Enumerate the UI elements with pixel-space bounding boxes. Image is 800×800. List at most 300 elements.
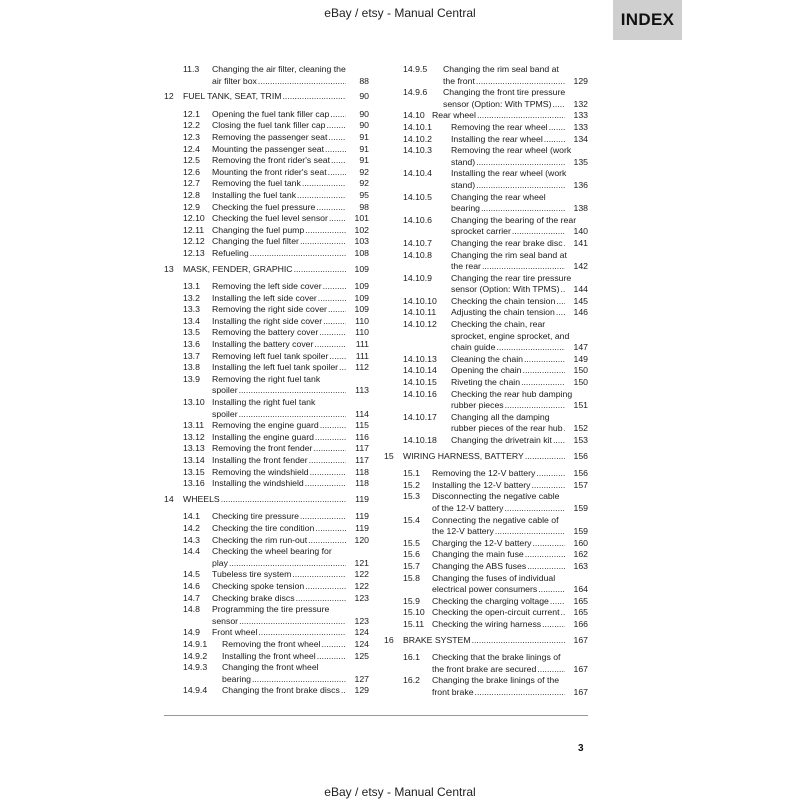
toc-entry-number: 13.5 <box>183 327 200 338</box>
watermark-top: eBay / etsy - Manual Central <box>324 6 476 20</box>
toc-entry-number: 15.7 <box>403 560 420 571</box>
toc-entry-title-line: Removing the left side cover <box>212 281 322 292</box>
toc-entry-title-line: BRAKE SYSTEM <box>403 634 471 645</box>
toc-entry-page: 167 <box>573 663 588 674</box>
toc-leader-dots <box>523 365 565 377</box>
toc-entry[interactable] <box>384 435 588 447</box>
toc-entry-title-line: Removing the right fuel tank <box>212 373 321 384</box>
toc-entry[interactable] <box>384 296 588 308</box>
toc-entry[interactable] <box>164 109 369 121</box>
toc-entry-title-line: Checking the charging voltage <box>432 595 549 606</box>
toc-entry[interactable] <box>164 202 369 214</box>
toc-entry[interactable] <box>384 250 588 273</box>
toc-entry-number: 14.10.8 <box>403 249 432 260</box>
toc-entry-title-line: the 12-V battery <box>432 526 494 537</box>
toc-entry[interactable] <box>164 327 369 339</box>
toc-entry[interactable] <box>164 374 369 397</box>
toc-entry[interactable] <box>164 569 369 581</box>
toc-entry[interactable] <box>164 178 369 190</box>
toc-entry-page: 140 <box>573 226 588 237</box>
toc-entry[interactable] <box>164 593 369 605</box>
toc-entry[interactable] <box>384 480 588 492</box>
toc-entry-page: 102 <box>354 224 369 235</box>
toc-entry-number: 12.2 <box>183 120 200 131</box>
toc-entry[interactable] <box>384 87 588 110</box>
toc-entry-number: 15.9 <box>403 595 420 606</box>
toc-entry[interactable] <box>164 432 369 444</box>
toc-entry-title-line: Disconnecting the negative cable <box>432 491 560 502</box>
toc-entry-title <box>432 573 588 596</box>
toc-entry-number: 13.14 <box>183 455 205 465</box>
toc-entry-number: 12.3 <box>183 131 200 142</box>
toc-entry[interactable] <box>164 651 369 663</box>
toc-entry[interactable] <box>164 167 369 179</box>
toc-leader-dots <box>341 685 346 697</box>
toc-entry-number: 14.2 <box>183 522 200 533</box>
toc-entry-title <box>403 635 588 647</box>
toc-leader-dots <box>239 385 346 397</box>
toc-entry-page: 147 <box>573 342 588 353</box>
toc-entry[interactable] <box>384 607 588 619</box>
toc-entry-title <box>212 443 369 455</box>
toc-entry-title <box>432 110 588 122</box>
toc-entry[interactable] <box>384 145 588 168</box>
toc-entry-number: 14.6 <box>183 580 200 591</box>
toc-leader-dots <box>282 91 346 103</box>
toc-entry[interactable] <box>164 443 369 455</box>
toc-entry-title <box>451 250 588 273</box>
toc-entry-number: 12.4 <box>183 143 200 154</box>
toc-entry-title-line: WHEELS <box>183 493 220 504</box>
toc-entry[interactable] <box>164 351 369 363</box>
toc-entry-title-line: the front <box>443 75 475 86</box>
toc-entry[interactable] <box>384 675 588 698</box>
toc-entry-title-line: Checking the chain tension <box>451 295 556 306</box>
toc-entry-title-line: Changing the rim seal band at <box>451 249 567 260</box>
toc-entry-number: 15.4 <box>403 514 420 525</box>
toc-leader-dots <box>309 455 346 467</box>
toc-chapter-entry[interactable] <box>384 451 588 463</box>
toc-entry[interactable] <box>384 122 588 134</box>
index-tab[interactable]: INDEX <box>613 0 682 40</box>
toc-leader-dots <box>322 639 346 651</box>
toc-entry[interactable] <box>164 420 369 432</box>
toc-entry-title <box>432 515 588 538</box>
toc-entry-title <box>432 549 588 561</box>
toc-entry-number: 14.10.9 <box>403 272 432 283</box>
toc-entry[interactable] <box>384 192 588 215</box>
toc-entry-page: 109 <box>354 281 369 292</box>
toc-leader-dots <box>313 443 346 455</box>
toc-entry-page: 115 <box>355 420 369 431</box>
toc-entry[interactable] <box>164 293 369 305</box>
toc-entry[interactable] <box>384 307 588 319</box>
toc-entry-title-line: Changing the front brake discs <box>222 685 340 696</box>
toc-entry-title-line: Checking tire pressure <box>212 511 299 522</box>
toc-entry-number: 15.3 <box>403 491 420 502</box>
toc-entry-number: 13.4 <box>183 315 200 326</box>
toc-entry-number: 13.6 <box>183 339 200 350</box>
toc-entry-title <box>451 365 588 377</box>
toc-entry[interactable] <box>164 316 369 328</box>
toc-entry-title-line: Installing the rear wheel <box>451 133 543 144</box>
toc-entry[interactable] <box>384 619 588 631</box>
toc-entry-number: 14.3 <box>183 534 200 545</box>
toc-chapter-entry[interactable] <box>164 494 369 506</box>
toc-entry[interactable] <box>384 491 588 514</box>
toc-entry-title-line: Changing all the damping <box>451 411 550 422</box>
toc-entry-title-line: Refueling <box>212 247 249 258</box>
toc-leader-dots <box>296 593 346 605</box>
toc-leader-dots <box>323 281 346 293</box>
watermark-bottom: eBay / etsy - Manual Central <box>324 785 476 799</box>
toc-entry-number: 14.10.17 <box>403 411 437 422</box>
toc-entry-page: 91 <box>359 155 369 166</box>
toc-entry-title-line: sprocket, engine sprocket, and <box>451 330 570 341</box>
toc-leader-dots <box>252 674 346 686</box>
toc-entry[interactable] <box>384 110 588 122</box>
toc-entry-title-line: Installing the rear wheel (work <box>451 168 567 179</box>
toc-leader-dots <box>537 664 565 676</box>
toc-entry-number: 14.1 <box>183 511 200 522</box>
toc-entry-title <box>212 144 369 156</box>
toc-entry-page: 142 <box>573 261 588 272</box>
toc-entry-title-line: Installing the left fuel tank spoiler <box>212 362 339 373</box>
toc-entry-number: 14.10.1 <box>403 121 432 132</box>
toc-entry[interactable] <box>164 546 369 569</box>
toc-entry-title-line: Changing the front wheel <box>222 662 319 673</box>
toc-entry-title-line: front brake <box>432 686 474 697</box>
toc-leader-dots <box>550 596 565 608</box>
toc-entry-title <box>451 412 588 435</box>
toc-entry[interactable] <box>164 190 369 202</box>
toc-entry-title <box>212 478 369 490</box>
toc-entry[interactable] <box>384 168 588 191</box>
toc-entry-title <box>222 662 369 685</box>
toc-entry-page: 123 <box>354 615 369 626</box>
toc-entry-number: 12.6 <box>183 166 200 177</box>
toc-leader-dots <box>329 213 346 225</box>
toc-entry[interactable] <box>384 365 588 377</box>
toc-entry-title-line: rubber pieces of the rear hub <box>451 423 563 434</box>
toc-entry[interactable] <box>384 573 588 596</box>
toc-leader-dots <box>536 468 565 480</box>
toc-entry-page: 109 <box>354 263 369 274</box>
toc-entry-title <box>212 109 369 121</box>
toc-entry-title-line: Front wheel <box>212 627 258 638</box>
toc-entry-title-line: Changing the brake linings of the <box>432 675 560 686</box>
toc-entry-title-line: Installing the fuel tank <box>212 189 297 200</box>
toc-entry-page: 132 <box>573 98 588 109</box>
toc-entry-page: 95 <box>359 189 369 200</box>
toc-entry-page: 127 <box>354 673 369 684</box>
toc-entry-number: 14.9.4 <box>183 685 208 696</box>
toc-leader-dots <box>532 538 565 550</box>
toc-entry-title <box>432 675 588 698</box>
toc-entry-title <box>451 238 588 250</box>
toc-leader-dots <box>538 584 565 596</box>
toc-entry-title <box>183 494 369 506</box>
toc-entry-title-line: Removing the fuel tank <box>212 178 301 189</box>
toc-entry-number: 15.1 <box>403 468 420 479</box>
toc-entry[interactable] <box>384 319 588 354</box>
toc-entry-title <box>451 192 588 215</box>
toc-entry-title-line: Checking the wiring harness <box>432 618 542 629</box>
toc-entry-page: 151 <box>573 400 588 411</box>
toc-leader-dots <box>331 155 346 167</box>
toc-leader-dots <box>325 144 346 156</box>
toc-entry-number: 14.9.5 <box>403 64 428 74</box>
toc-entry[interactable] <box>164 339 369 351</box>
toc-chapter-entry[interactable] <box>384 635 588 647</box>
toc-entry-title-line: Mounting the passenger seat <box>212 143 325 154</box>
toc-entry-title <box>443 64 588 87</box>
toc-entry-title <box>212 327 369 339</box>
toc-leader-dots <box>476 157 565 169</box>
toc-entry-title-line: the front brake are secured <box>432 663 537 674</box>
toc-entry[interactable] <box>164 132 369 144</box>
toc-entry-number: 14.9.2 <box>183 650 208 661</box>
toc-entry-title <box>451 354 588 366</box>
toc-leader-dots <box>556 307 565 319</box>
toc-entry[interactable] <box>164 478 369 490</box>
toc-entry-title <box>212 362 369 374</box>
toc-entry-page: 160 <box>573 537 588 548</box>
toc-entry[interactable] <box>164 639 369 651</box>
toc-entry[interactable] <box>164 120 369 132</box>
page-number: 3 <box>578 743 584 754</box>
toc-entry[interactable] <box>164 304 369 316</box>
toc-entry-title-line: Checking the tire condition <box>212 522 315 533</box>
toc-entry[interactable] <box>164 155 369 167</box>
toc-entry[interactable] <box>384 377 588 389</box>
toc-entry-title <box>212 304 369 316</box>
toc-entry-page: 110 <box>355 315 369 326</box>
toc-entry-title <box>212 581 369 593</box>
toc-entry-page: 119 <box>355 511 369 522</box>
toc-leader-dots <box>328 304 346 316</box>
toc-entry[interactable] <box>384 515 588 538</box>
toc-entry-title-line: Changing the bearing of the rear <box>451 214 577 225</box>
toc-entry-title-line: Checking that the brake linings of <box>432 652 561 663</box>
toc-leader-dots <box>239 409 346 421</box>
toc-chapter-entry[interactable] <box>164 91 369 103</box>
toc-entry-title <box>432 561 588 573</box>
toc-entry-title <box>212 467 369 479</box>
toc-entry-title-line: sensor <box>212 615 239 626</box>
toc-entry-number: 14.10.3 <box>403 145 432 156</box>
toc-entry[interactable] <box>164 362 369 374</box>
toc-entry[interactable] <box>384 238 588 250</box>
toc-entry-title <box>212 190 369 202</box>
toc-entry-title <box>212 432 369 444</box>
toc-entry-title-line: Closing the fuel tank filler cap <box>212 120 326 131</box>
toc-entry-number: 13.9 <box>183 373 200 384</box>
toc-entry-title <box>212 604 369 627</box>
toc-entry[interactable] <box>164 213 369 225</box>
toc-entry-title-line: spoiler <box>212 408 238 419</box>
toc-chapter-entry[interactable] <box>164 264 369 276</box>
toc-entry-number: 12.11 <box>183 224 205 235</box>
toc-entry[interactable] <box>384 354 588 366</box>
toc-entry-title <box>451 296 588 308</box>
toc-leader-dots <box>330 109 346 121</box>
toc-entry[interactable] <box>384 64 588 87</box>
toc-leader-dots <box>524 354 565 366</box>
toc-entry-title-line: Checking spoke tension <box>212 580 305 591</box>
toc-leader-dots <box>300 511 346 523</box>
toc-entry-title <box>222 639 369 651</box>
toc-entry[interactable] <box>384 596 588 608</box>
toc-entry-page: 162 <box>573 549 588 560</box>
toc-entry-title-line: Opening the fuel tank filler cap <box>212 108 330 119</box>
toc-entry[interactable] <box>164 64 369 87</box>
toc-entry[interactable] <box>164 535 369 547</box>
toc-entry-title <box>212 155 369 167</box>
toc-entry-number: 14.10.4 <box>403 168 432 179</box>
toc-leader-dots <box>315 432 346 444</box>
toc-entry-number: 14.9.6 <box>403 87 428 98</box>
toc-leader-dots <box>319 327 346 339</box>
toc-entry-number: 12.12 <box>183 236 205 247</box>
toc-entry-title-line: Installing the engine guard <box>212 431 314 442</box>
toc-entry-title-line: stand) <box>451 179 476 190</box>
toc-leader-dots <box>542 619 565 631</box>
toc-entry-number: 15.2 <box>403 479 420 490</box>
toc-entry-page: 163 <box>573 560 588 571</box>
toc-entry-title-line: Changing the fuel pump <box>212 224 305 235</box>
toc-entry-title-line: Changing the rim seal band at <box>443 64 559 74</box>
toc-entry-number: 16.2 <box>403 675 420 686</box>
toc-leader-dots <box>482 261 565 273</box>
toc-entry-page: 113 <box>355 385 369 396</box>
toc-entry-number: 15.8 <box>403 572 420 583</box>
toc-leader-dots <box>302 178 346 190</box>
toc-entry-title-line: Removing the windshield <box>212 466 309 477</box>
toc-entry[interactable] <box>384 134 588 146</box>
toc-entry-page: 159 <box>573 526 588 537</box>
toc-entry[interactable] <box>164 248 369 260</box>
toc-entry-page: 111 <box>355 339 369 350</box>
toc-entry[interactable] <box>164 455 369 467</box>
toc-entry-title-line: spoiler <box>212 385 238 396</box>
toc-leader-dots <box>495 526 565 538</box>
toc-entry[interactable] <box>164 581 369 593</box>
toc-entry-title <box>432 480 588 492</box>
toc-entry-title <box>451 389 588 412</box>
toc-entry[interactable] <box>164 236 369 248</box>
toc-leader-dots <box>328 132 346 144</box>
toc-leader-dots <box>504 503 565 515</box>
toc-entry-page: 129 <box>573 75 588 86</box>
toc-entry-title <box>212 236 369 248</box>
toc-entry[interactable] <box>384 549 588 561</box>
toc-entry-title <box>212 132 369 144</box>
toc-entry-number: 14.10.10 <box>403 295 437 306</box>
toc-entry-title-line: Changing the rear tire pressure <box>451 272 572 283</box>
toc-entry-title-line: Removing the front fender <box>212 443 313 454</box>
toc-entry-title <box>432 652 588 675</box>
toc-leader-dots <box>476 180 565 192</box>
toc-entry-title-line: sensor (Option: With TPMS) <box>443 98 552 109</box>
toc-entry[interactable] <box>164 397 369 420</box>
toc-entry-number: 14.8 <box>183 604 200 615</box>
toc-entry-title <box>212 316 369 328</box>
toc-entry-title-line: bearing <box>222 673 251 684</box>
toc-entry-title <box>212 397 369 420</box>
toc-leader-dots <box>300 236 346 248</box>
toc-entry-title-line: FUEL TANK, SEAT, TRIM <box>183 91 282 102</box>
toc-entry[interactable] <box>164 604 369 627</box>
toc-entry-title <box>451 122 588 134</box>
toc-entry[interactable] <box>384 215 588 238</box>
toc-entry-number: 14.7 <box>183 592 200 603</box>
toc-entry[interactable] <box>164 627 369 639</box>
toc-entry[interactable] <box>164 281 369 293</box>
toc-entry[interactable] <box>164 662 369 685</box>
toc-entry-title <box>451 319 588 354</box>
toc-entry-title-line: Changing the drivetrain kit <box>451 435 552 445</box>
toc-entry-page: 145 <box>573 295 588 306</box>
toc-entry[interactable] <box>164 225 369 237</box>
toc-entry-title-line: Removing the rear wheel <box>451 121 548 132</box>
toc-entry-number: 11.3 <box>183 64 200 74</box>
toc-entry-page: 90 <box>359 120 369 131</box>
toc-entry-number: 14.10.6 <box>403 214 432 225</box>
toc-entry-title-line: Changing the main fuse <box>432 549 524 560</box>
toc-entry-title-line: Riveting the chain <box>451 377 521 388</box>
toc-entry[interactable] <box>384 389 588 412</box>
toc-entry[interactable] <box>164 685 369 697</box>
toc-entry-title <box>432 596 588 608</box>
toc-entry-number: 12.9 <box>183 201 200 212</box>
toc-entry[interactable] <box>384 652 588 675</box>
toc-entry-page: 90 <box>359 108 369 119</box>
toc-entry-number: 13.1 <box>183 281 200 292</box>
toc-entry[interactable] <box>164 467 369 479</box>
toc-entry-title-line: WIRING HARNESS, BATTERY <box>403 450 524 461</box>
toc-entry-number: 12.1 <box>183 108 200 119</box>
toc-entry-number: 15.11 <box>403 618 425 629</box>
toc-entry-title-line: Opening the chain <box>451 365 522 376</box>
toc-entry-page: 150 <box>573 377 588 388</box>
toc-entry-title <box>212 248 369 260</box>
toc-entry[interactable] <box>164 523 369 535</box>
toc-leader-dots <box>323 316 346 328</box>
toc-entry[interactable] <box>384 538 588 550</box>
toc-entry-page: 129 <box>354 685 369 696</box>
toc-entry-number: 14.10.5 <box>403 191 432 202</box>
toc-entry-page: 165 <box>573 595 588 606</box>
toc-entry-title-line: Checking the rear hub damping <box>451 388 573 399</box>
toc-entry-number: 14.10.12 <box>403 319 437 330</box>
toc-entry-number: 14.10.15 <box>403 377 437 388</box>
toc-entry[interactable] <box>384 412 588 435</box>
toc-entry[interactable] <box>164 144 369 156</box>
toc-entry-page: 119 <box>355 493 369 504</box>
toc-entry-number: 12.8 <box>183 189 200 200</box>
toc-entry-page: 141 <box>573 237 588 248</box>
toc-entry[interactable] <box>164 511 369 523</box>
toc-leader-dots <box>339 362 346 374</box>
toc-entry-title <box>451 134 588 146</box>
toc-entry[interactable] <box>384 561 588 573</box>
toc-leader-dots <box>549 122 565 134</box>
toc-entry[interactable] <box>384 273 588 296</box>
toc-entry-number: 14.10.14 <box>403 365 437 376</box>
toc-entry[interactable] <box>384 468 588 480</box>
toc-entry-title-line: Installing the left side cover <box>212 292 317 303</box>
